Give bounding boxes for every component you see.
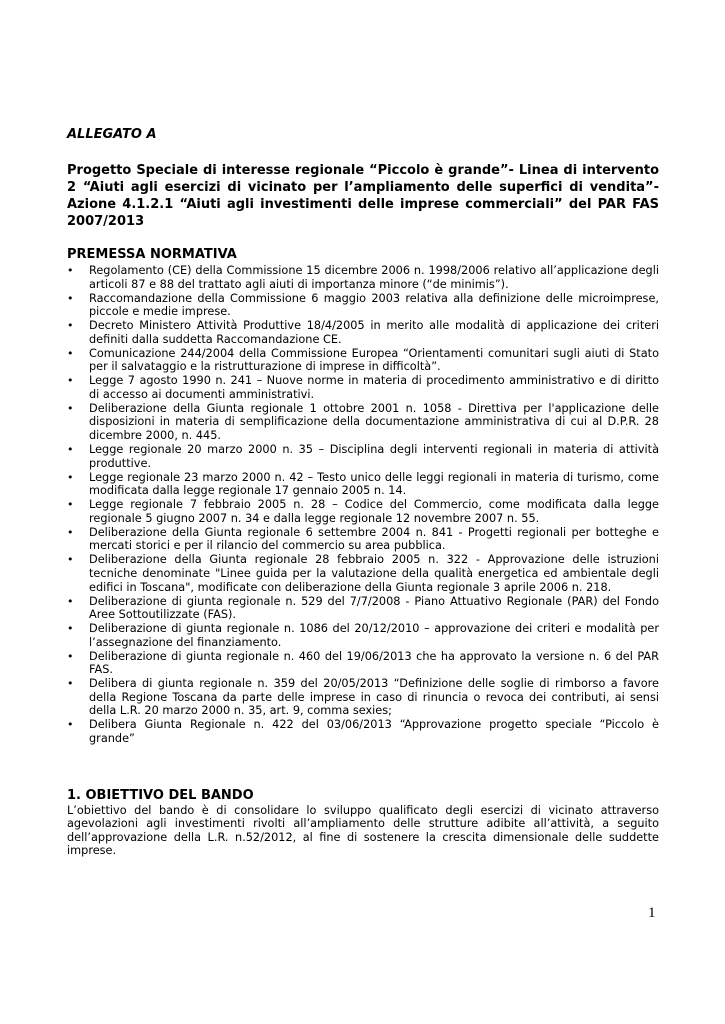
premessa-item-text: Regolamento (CE) della Commissione 15 dicembre 2006 n. 1998/2006 relativo all’applicazione degli articoli 87 e 88 del trattato agli aiuti di importanza minore (“de minimis”).: [89, 264, 659, 291]
bullet-icon: •: [67, 264, 74, 277]
bullet-icon: •: [67, 553, 74, 567]
bullet-icon: •: [67, 498, 74, 512]
premessa-item: [67, 374, 659, 401]
premessa-item-text: Decreto Ministero Attività Produttive 18/4/2005 in merito alle modalità di applicazione dei criteri definiti dalla suddetta Raccomandazione CE.: [89, 319, 659, 346]
premessa-item: [67, 319, 659, 346]
page-number: 1: [648, 905, 656, 921]
premessa-item: [67, 443, 659, 470]
premessa-item: [67, 650, 659, 677]
bullet-icon: •: [67, 677, 74, 691]
premessa-item-text: Deliberazione di giunta regionale n. 1086 del 20/12/2010 – approvazione dei criteri e modalità per l’assegnazione del finanziamento.: [89, 622, 659, 649]
premessa-item-text: Deliberazione della Giunta regionale 6 settembre 2004 n. 841 - Progetti regionali per botteghe e mercati storici e per il rilancio del commercio su area pubblica.: [89, 525, 659, 553]
premessa-item: [67, 347, 659, 374]
bullet-icon: •: [67, 401, 74, 415]
bullet-icon: •: [67, 622, 74, 636]
premessa-item-text: Raccomandazione della Commissione 6 maggio 2003 relativa alla definizione delle microimprese, piccole e medie imprese.: [89, 291, 659, 319]
premessa-item: [67, 402, 659, 443]
premessa-item: [67, 677, 659, 718]
premessa-list: [67, 264, 659, 746]
bullet-icon: •: [67, 346, 74, 360]
bullet-icon: •: [67, 649, 74, 663]
section1-text: L’obiettivo del bando è di consolidare lo sviluppo qualificato degli esercizi di vicinato attraverso agevolazioni agli investimenti rivolti all’ampliamento delle strutture adibite all’attività, a seguito dell’approvazione della L.R. n.52/2012, al fine di sostenere la crescita dimensionale delle suddette imprese.: [67, 803, 659, 858]
bullet-icon: •: [67, 470, 74, 484]
premessa-item-text: Deliberazione di giunta regionale n. 460 del 19/06/2013 che ha approvato la versione n. 6 del PAR FAS.: [89, 649, 659, 677]
section1-heading: 1. OBIETTIVO DEL BANDO: [67, 787, 254, 803]
premessa-item: [67, 292, 659, 319]
premessa-item: [67, 526, 659, 553]
premessa-item: [67, 595, 659, 622]
premessa-item-text: Legge regionale 7 febbraio 2005 n. 28 – Codice del Commercio, come modificata dalla legge regionale 5 giugno 2007 n. 34 e dalla legge regionale 12 novembre 2007 n. 55.: [89, 498, 659, 525]
premessa-item-text: Deliberazione della Giunta regionale 1 ottobre 2001 n. 1058 - Direttiva per l'applicazione delle disposizioni in materia di semplificazione della documentazione amministrativa di cui al D.P.R. 28 dicembre 2000, n. 445.: [89, 401, 659, 443]
premessa-item-text: Legge regionale 23 marzo 2000 n. 42 – Testo unico delle leggi regionali in materia di turismo, come modificata dalla legge regionale 17 gennaio 2005 n. 14.: [89, 470, 659, 498]
bullet-icon: •: [67, 319, 74, 333]
premessa-item-text: Deliberazione di giunta regionale n. 529 del 7/7/2008 - Piano Attuativo Regionale (PAR) del Fondo Aree Sottoutilizzate (FAS).: [89, 594, 659, 622]
premessa-item: [67, 264, 659, 291]
bullet-icon: •: [67, 718, 74, 732]
premessa-item: [67, 471, 659, 498]
bullet-icon: •: [67, 374, 74, 388]
premessa-item: [67, 718, 659, 745]
document-page: [67, 126, 659, 858]
premessa-item-text: Deliberazione della Giunta regionale 28 febbraio 2005 n. 322 - Approvazione delle istruzioni tecniche denominate "Linee guida per la valutazione della qualità energetica ed ambientale degli edifici in Toscana", modificate con deliberazione della Giunta regionale 3 aprile 2006 n. 218.: [89, 553, 659, 594]
bullet-icon: •: [67, 594, 74, 608]
premessa-item: [67, 498, 659, 525]
document-title: Progetto Speciale di interesse regionale “Piccolo è grande”- Linea di intervento 2 “Aiuti agli esercizi di vicinato per l’ampliamento delle superfici di vendita”- Azione 4.1.2.1 “Aiuti agli investimenti delle imprese commerciali” del PAR FAS 2007/2013: [67, 163, 659, 229]
allegato-label: ALLEGATO A: [67, 127, 157, 142]
premessa-item: [67, 622, 659, 649]
premessa-heading: PREMESSA NORMATIVA: [67, 247, 237, 262]
premessa-item: [67, 553, 659, 594]
bullet-icon: •: [67, 291, 74, 305]
premessa-item-text: Comunicazione 244/2004 della Commissione Europea “Orientamenti comunitari sugli aiuti di Stato per il salvataggio e la ristrutturazione di imprese in difficoltà”.: [89, 346, 659, 374]
premessa-item-text: Legge regionale 20 marzo 2000 n. 35 – Disciplina degli interventi regionali in materia di attività produttive.: [89, 443, 659, 470]
premessa-item-text: Legge 7 agosto 1990 n. 241 – Nuove norme in materia di procedimento amministrativo e di diritto di accesso ai documenti amministrativi.: [89, 374, 659, 401]
premessa-item-text: Delibera di giunta regionale n. 359 del 20/05/2013 “Definizione delle soglie di rimborso a favore della Regione Toscana da parte delle imprese in caso di rinuncia o revoca dei contributi, ai sensi della L.R. 20 marzo 2000 n. 35, art. 9, comma sexies;: [89, 677, 659, 718]
premessa-item-text: Delibera Giunta Regionale n. 422 del 03/06/2013 “Approvazione progetto speciale “Piccolo è grande”: [89, 718, 659, 746]
bullet-icon: •: [67, 443, 74, 457]
bullet-icon: •: [67, 525, 74, 539]
